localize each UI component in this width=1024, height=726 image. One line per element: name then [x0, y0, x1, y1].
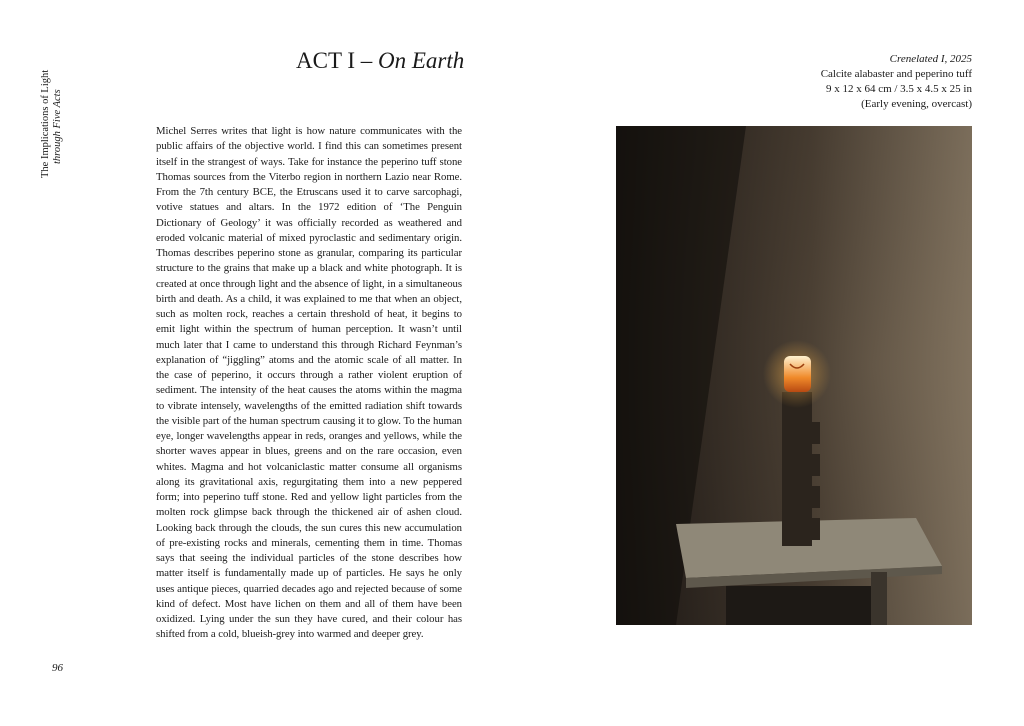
- heading-emphasis: On Earth: [378, 48, 465, 73]
- page-number: 96: [52, 662, 63, 674]
- alabaster-light: [784, 356, 811, 392]
- stone-pillar: [782, 392, 812, 546]
- book-title: The Implications of Light: [40, 69, 51, 178]
- artwork-conditions: (Early evening, overcast): [861, 98, 972, 110]
- book-subtitle: through Five Acts: [52, 89, 63, 164]
- body-paragraph: Michel Serres writes that light is how nature communicates with the public affairs of the objective world. I find this can sometimes present itself in the strangest of ways. Take for instance the peperino tuff stone Thomas sources from the Viterbo region in northern Lazio near Rome. From the 7th century BCE, the Etruscans used it to carve sarcophagi, votive statues and altars. In the 1972 edition of ‘The Penguin Dictionary of Geology’ it was officially recorded as weathered and eroded volcanic material of mixed pyroclastic and sedimentary origin. Thomas describes peperino stone as granular, comparing its particular structure to the grains that make up a black and white photograph. It is created at once through light and the absence of light, in a simultaneous birth and death. As a child, it was explained to me that when an object, such as molten rock, reaches a certain threshold of heat, it begins to emit light within the spectrum of human perception. It wasn’t until much later that I came to understand this through Richard Feynman’s explanation of “jiggling” atoms and the atomic scale of all matter. In the case of peperino, it occurs through a rather violent eruption of sediment. The intensity of the heat causes the atoms within the magma to vibrate intensely, wavelengths of the emitted radiation shift towards the visible part of the human spectrum causing it to glow. To the human eye, longer wavelengths appear in reds, oranges and yellows, while the shorter waves appear in blues, greens and on the rare occasion, even whites. Magma and hot volcaniclastic matter consume all organisms along its gravitational axis, regurgitating them into a new peppered form; into peperino tuff stone. Red and yellow light particles from the molten rock glimpse back through the thickened air of ashen cloud. Looking back through the clouds, the sun cures this new accumulation of pre-existing rocks and minerals, cementing them in time. Thomas says that seeing the individual particles of the stone describes how matter itself is fundamentally made up of particles. He says he only uses antique pieces, quarried decades ago and rejected because of some kind of defect. Most have lichen on them and all of them have been oxidized. Lying under the sun they have cured, and their colour has shifted from a cold, blueish-grey into warmed and deeper grey.: [156, 125, 462, 641]
- artwork-title: Crenelated I, 2025: [889, 53, 972, 65]
- artwork-material: Calcite alabaster and peperino tuff: [820, 68, 972, 80]
- artwork-dimensions: 9 x 12 x 64 cm / 3.5 x 4.5 x 25 in: [825, 83, 972, 95]
- photo-illustration: [616, 126, 972, 625]
- artwork-caption: [712, 52, 972, 112]
- heading-prefix: ACT I –: [296, 48, 378, 73]
- running-head: [40, 38, 64, 178]
- artwork-photo: [616, 126, 972, 625]
- section-heading: [296, 48, 464, 74]
